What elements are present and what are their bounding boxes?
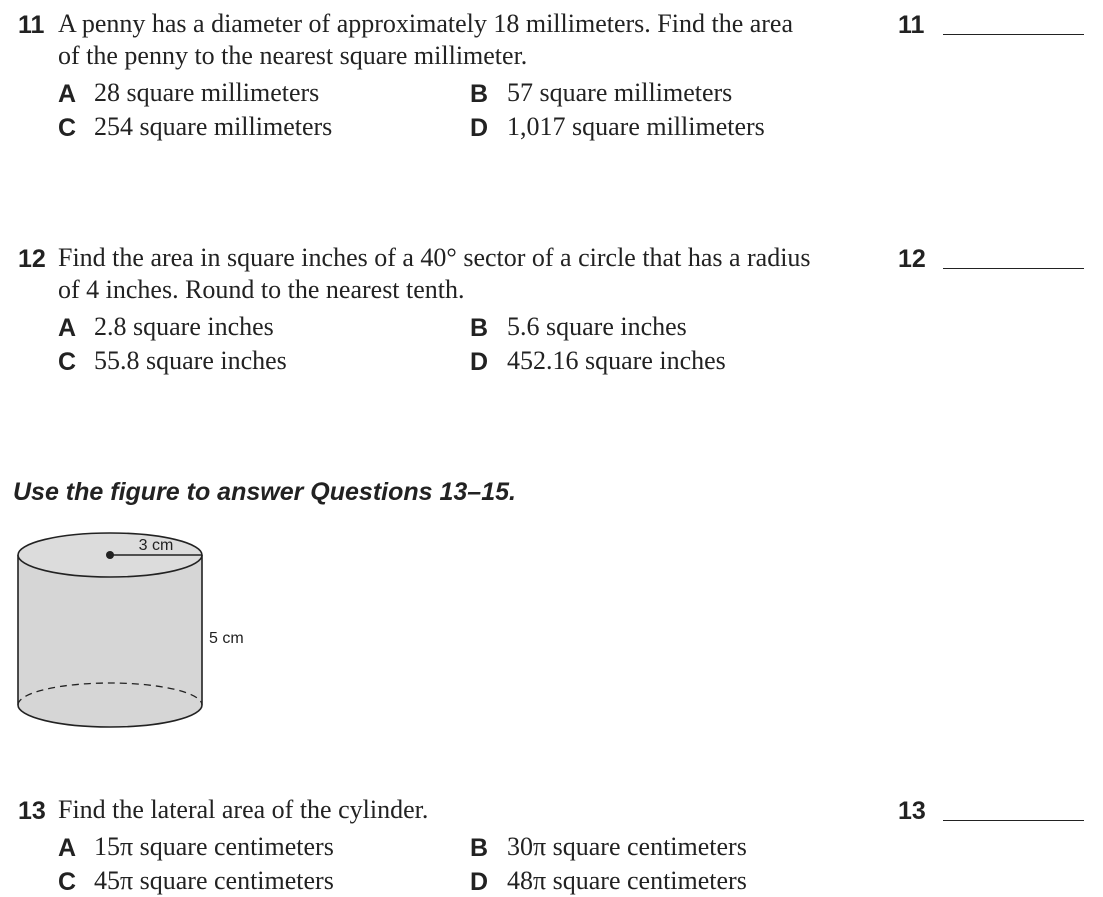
option-text-d: 48π square centimeters [507, 866, 747, 895]
option-letter-b: B [470, 834, 489, 862]
answer-number: 12 [898, 245, 926, 273]
option-text-a: 2.8 square inches [94, 312, 274, 341]
question-text-line1: Find the lateral area of the cylinder. [58, 795, 429, 824]
answer-number: 13 [898, 797, 926, 825]
option-letter-d: D [470, 114, 489, 142]
option-letter-c: C [58, 868, 77, 896]
answer-blank[interactable] [943, 34, 1084, 35]
option-text-c: 55.8 square inches [94, 346, 287, 375]
option-letter-a: A [58, 834, 77, 862]
option-text-b: 5.6 square inches [507, 312, 687, 341]
option-letter-a: A [58, 80, 77, 108]
option-text-b: 30π square centimeters [507, 832, 747, 861]
question-text-line2: of 4 inches. Round to the nearest tenth. [58, 275, 465, 304]
height-label: 5 cm [209, 630, 244, 647]
option-text-d: 1,017 square millimeters [507, 112, 765, 141]
option-letter-c: C [58, 114, 77, 142]
option-text-d: 452.16 square inches [507, 346, 726, 375]
option-letter-d: D [470, 348, 489, 376]
option-letter-a: A [58, 314, 77, 342]
option-text-c: 45π square centimeters [94, 866, 334, 895]
answer-number: 11 [898, 11, 925, 39]
cylinder-figure [10, 525, 260, 745]
answer-blank[interactable] [943, 820, 1084, 821]
option-letter-d: D [470, 868, 489, 896]
question-text-line2: of the penny to the nearest square millimeter. [58, 41, 528, 70]
option-text-a: 15π square centimeters [94, 832, 334, 861]
question-text-line1: Find the area in square inches of a 40° sector of a circle that has a radius [58, 243, 811, 272]
figure-instruction: Use the figure to answer Questions 13–15. [13, 478, 516, 506]
option-letter-b: B [470, 80, 489, 108]
option-text-c: 254 square millimeters [94, 112, 333, 141]
option-letter-c: C [58, 348, 77, 376]
question-number: 12 [18, 245, 46, 273]
option-text-b: 57 square millimeters [507, 78, 733, 107]
option-text-a: 28 square millimeters [94, 78, 320, 107]
option-letter-b: B [470, 314, 489, 342]
question-number: 13 [18, 797, 46, 825]
answer-blank[interactable] [943, 268, 1084, 269]
radius-label: 3 cm [138, 537, 174, 554]
question-number: 11 [18, 11, 45, 39]
question-text-line1: A penny has a diameter of approximately 18 millimeters. Find the area [58, 9, 794, 38]
